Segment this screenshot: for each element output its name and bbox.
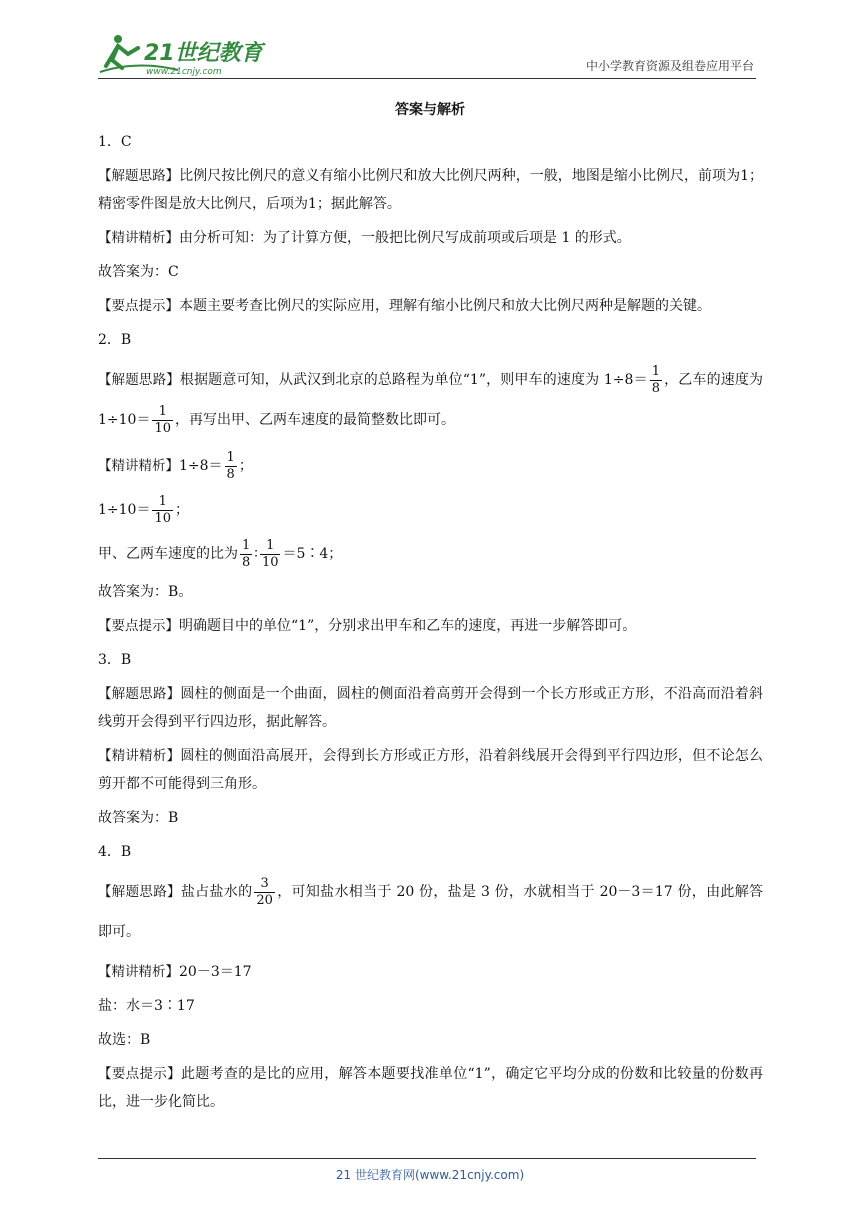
- svg-text:21世纪教育: 21世纪教育: [144, 41, 263, 66]
- q2-tip: 【要点提示】明确题目中的单位“1”，分别求出甲车和乙车的速度，再进一步解答即可。: [98, 618, 637, 634]
- q2-number: 2．B: [98, 332, 132, 348]
- fraction-one-eighth: $\frac{1}{8}$: [242, 537, 251, 570]
- page-footer: 21 世纪教育网(www.21cnjy.com): [335, 1168, 525, 1182]
- page-header: [98, 28, 756, 79]
- q1-analysis: 【精讲精析】由分析可知：为了计算方便，一般把比例尺写成前项或后项是 1 的形式。: [98, 230, 631, 246]
- fraction-one-tenth: $\frac{1}{10}$: [261, 537, 279, 570]
- fraction-one-tenth: $\frac{1}{10}$: [154, 493, 171, 526]
- q4-answer: 故选：B: [98, 1032, 151, 1048]
- page-title: 答案与解析: [395, 102, 465, 118]
- fraction-three-twentieths: $\frac{3}{20}$: [256, 875, 273, 908]
- q2-calc3: 甲、乙两车速度的比为 $\frac{1}{8}$ ∶ $\frac{1}{10}$ ＝5∶4；: [98, 537, 343, 570]
- q2-calc2: 1÷10＝ $\frac{1}{10}$ ；: [98, 493, 189, 526]
- svg-text:www.21cnjy.com: www.21cnjy.com: [146, 67, 222, 76]
- q2-analysis: 【精讲精析】1÷8＝ $\frac{1}{8}$ ；: [98, 449, 253, 482]
- fraction-one-eighth: $\frac{1}{8}$: [651, 363, 660, 396]
- platform-name: 中小学教育资源及组卷应用平台: [585, 59, 754, 73]
- q3-answer: 故答案为：B: [98, 810, 179, 826]
- q3-analysis: 【精讲精析】圆柱的侧面沿高展开，会得到长方形或正方形，沿着斜线展开会得到平行四边形，但不论怎么剪开都不可能得到三角形。: [98, 748, 764, 792]
- fraction-one-eighth: $\frac{1}{8}$: [226, 449, 235, 482]
- q4-idea: 【解题思路】盐占盐水的 $\frac{3}{20}$ ，可知盐水相当于 20 份，盐是 3 份，水就相当于 20－3＝17 份，由此解答即可。: [98, 875, 764, 940]
- q4-analysis: 【精讲精析】20－3＝17: [98, 964, 252, 980]
- q4-calc2: 盐：水＝3∶17: [98, 998, 195, 1014]
- q4-tip: 【要点提示】此题考查的是比的应用，解答本题要找准单位“1”，确定它平均分成的份数和比较量的份数再比，进一步化简比。: [98, 1066, 763, 1110]
- q4-number: 4．B: [98, 844, 132, 860]
- fraction-one-tenth: $\frac{1}{10}$: [154, 403, 171, 436]
- q2-idea: 【解题思路】根据题意可知，从武汉到北京的总路程为单位“1”，则甲车的速度为 1÷8＝ $\frac{1}{8}$ ，乙车的速度为 1÷10＝ $\frac{1}{10}$ ，再写出甲、乙两车速度的最简整数比即可。: [98, 363, 764, 436]
- q1-tip: 【要点提示】本题主要考查比例尺的实际应用，理解有缩小比例尺和放大比例尺两种是解题的关键。: [98, 298, 711, 314]
- q1-answer: 故答案为：C: [98, 264, 179, 280]
- q1-idea: 【解题思路】比例尺按比例尺的意义有缩小比例尺和放大比例尺两种，一般，地图是缩小比例尺，前项为1；精密零件图是放大比例尺，后项为1；据此解答。: [98, 168, 764, 212]
- answer-content: [98, 128, 763, 1122]
- footer-divider: [98, 1158, 756, 1159]
- q3-number: 3．B: [98, 652, 132, 668]
- q2-answer: 故答案为：B。: [98, 584, 193, 600]
- q1-number: 1．C: [98, 134, 132, 150]
- q3-idea: 【解题思路】圆柱的侧面是一个曲面，圆柱的侧面沿着高剪开会得到一个长方形或正方形，不沿高而沿着斜线剪开会得到平行四边形，据此解答。: [98, 686, 764, 730]
- 21cnjy-logo: [98, 30, 268, 76]
